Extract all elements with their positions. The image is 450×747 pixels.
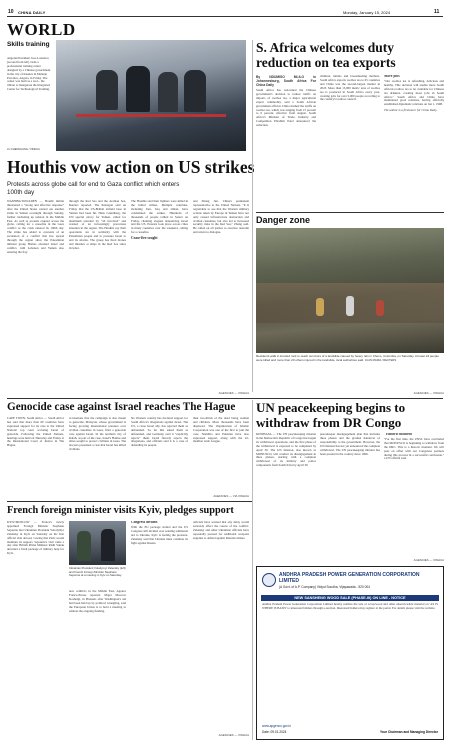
genocide-col3: No Western country has declared support for South Africa's allegations against Israel. The US, a close Israel ally, has rejected them as unfounded. So far this asked them as unfounded, and Germany said it "explicitly rejects" them. Israel fiercely rejects the allegations, and officials said it is a case of defending its people.	[131, 417, 188, 448]
ad-website: www.apgenco.gov.in	[262, 724, 291, 728]
ad-box	[256, 566, 444, 740]
skills-heading: Skills training	[7, 41, 50, 48]
genocide-col4: than two-thirds of the dead being women and children. More thousands have been displaced. The Organization of Islamic Cooperation was one of the first to join the case. Namibia and Pakistan have also expressed support, along with the 22-member Arab League.	[193, 417, 249, 444]
ukraine-col4: officials have warned that any delay would seriously affect the course of the conflict. Zelensky and other Ukrainian officials have repeatedly pressed for additional weapons supplies to defend against Russian strikes.	[193, 521, 249, 540]
ad-title: NEW SANSHENG WOOD SALE (PHASE-III) ON LINE - NOTICE	[261, 595, 439, 601]
houthi-col4: and Zhang Jun, China's permanent representative to the United Nations. "It is regrettable to see that the Western military actions taken by Europe in Yemen have not only caused infrastructure destruction and civilian casualties, but also led to increased security risks in the Red Sea," Zhang said. He called on all parties to exercise restraint and return to dialogue.	[193, 200, 249, 235]
danger-photo	[256, 228, 444, 353]
danger-agency: AGENCIES — XINHUA	[413, 391, 444, 395]
masthead-rule	[7, 16, 443, 17]
danger-credit: JUAN MARIA / REUTERS	[364, 358, 397, 362]
un-agency: AGENCIES — XINHUA	[413, 558, 444, 562]
ukraine-photo	[69, 521, 126, 565]
historic-subhead: "Historic moment"	[384, 433, 414, 436]
paper-name: CHINA DAILY	[18, 9, 46, 15]
ukraine-col2: new conflicts in the Middle East, Agence France-Presse reported. Major Moscow Koshelgi, in Brussels after Washington's aid had been held up by political wrangling, said the European Union is to hold a meeting to address the ongoing funding.	[69, 590, 126, 613]
skills-body: Angolan President Joao Lourenco (second from left) visits a professional training center designed by a Chinese government in the city of Kuanza in Malanje Province, Angola, in Friday. The center was built as a tool... the ribbon to inaugurate the Integrated Center for Technological Training.	[7, 56, 51, 92]
skills-photo	[56, 40, 246, 151]
ukraine-col1: KYIV/MOSCOW — France's newly appointed Foreign Minister Stephane Sejourne met Ukrainian President Volodymyr Zelensky in Kyiv on Saturday on his first official visit abroad, vowing that Paris would maintain its support. Sejourne's visit came a day after British Prime Minister Rishi Sunak unveiled a fresh package of military help for Kyiv.	[7, 521, 64, 556]
safrica-col1: By NDUMISO MLILO in Johannesburg, South Africa For China Daily South Africa has welcomed the Chinese government's decision to reduce tariffs on imports of rooibos tea, a major agricultural export commodity, said a South African government official. China slashed the tariffs on rooibos tea, which was ranging from 15 percent to 6 percent, effective from August. South Africa's Minister of Trade, Industry and Competition Ebrahim Patel announced the reduction.	[256, 75, 316, 128]
skills-credit: LU CHENGUANG / XINHUA	[7, 148, 40, 151]
section-title: WORLD	[7, 20, 76, 39]
ad-signer: Your Chairman and Managing Director	[379, 730, 438, 734]
ukraine-caption: Ukrainian President Volodymyr Zelensky (left) and French Foreign Minister Stephane Sejourne at a meeting in Kyiv on Saturday.	[69, 566, 126, 577]
safrica-byline: By NDUMISO MLILO in Johannesburg, South Africa For China Daily	[256, 75, 316, 87]
danger-caption: Residents walk in knotted rock to reach survivors of a landslide caused by heavy rain in Choco, Colombia, on Saturday. At least 24 people were killed and more than 20 others injured in the landslide, local authorities said. JUAN MARIA / REUTERS	[256, 354, 439, 362]
ceasefire-subhead: Cease-fire sought	[131, 236, 158, 241]
houthi-col3: The Houthis said their fighters were killed in the initial strikes. Multiple countries, including Iran, Iraq and Oman, have condemned the strikes. Hundreds of thousands of people rallied in Sana'a on Friday, chanting slogans denouncing Israel and the US. Protests took place across cities in many countries over the weekend, calling for a ceasefire. Cease-fire sought	[131, 200, 188, 241]
congress-subhead: Congress divided	[131, 521, 158, 524]
genocide-agency: AGENCIES — VIA XINHUA	[213, 494, 249, 498]
safrica-contributor: The author is a freelancer for China Daily.	[384, 108, 438, 113]
genocide-col1: CAPE TOWN, South Africa — South Africa has said that more than 60 countries have expressed support for its case at the United Nations' top court accusing Israel of genocide. Following the United Nations, hearings were held on Thursday and Friday at the International Court of Justice in The Hague.	[7, 417, 64, 448]
page-number-left: 10	[8, 9, 14, 15]
genocide-col2: accusations that the campaign is also meant to genocide. Malaysia, whose government is facing growing international pressure over civilian casualties in Gaza, filed a genocide case against Israel. In the northern city of Rafah, as part of the case, Israel's Hamas and allies sought to protect civilians in Gaza. The lawyers presented a case that Israel has killed civilians.	[69, 417, 126, 452]
un-col1: KINSHASA — The UN peacekeeping mission in the Democratic Republic of Congo has begun its withdrawal operations, and the first phase of the withdrawal is expected to be completed by April 30. The UN mission, also known as MONUSCO, will conduct its disengagement in three phases, starting with a complete withdrawal of its military and police components from South Kivu by April 30.	[256, 433, 316, 468]
ad-date: Date: 09.01.2024	[262, 730, 287, 734]
ukraine-col3: Congress divided With the EU package stalled and the US Congress still divided over sending additional aid to Ukraine, Kyiv is feeling the pressure. Zelensky said that Ukraine must continue its fight against Russia.	[131, 521, 188, 545]
un-col2: peacekeeper disengagement plan that includes three phases and the gradual handover of responsibility to the government. However, the UN mission has not yet announced the complete withdrawal. The UN peacekeeping mission has been present in the country since 1999.	[320, 433, 380, 456]
ukraine-agency: AGENCIES — XINHUA	[218, 733, 249, 737]
houthi-headline: Houthis vow action on US strikes	[7, 157, 255, 177]
ad-logo	[262, 573, 276, 587]
safrica-headline: S. Africa welcomes duty reduction on tea exports	[256, 40, 396, 70]
ad-sub: (A Govt. of A.P. Company) Vidyut Soudha, Vijayawada - 520 004	[279, 585, 370, 589]
page-number-right: 11	[434, 9, 440, 15]
ukraine-headline: French foreign minister visits Kyiv, pledges support	[7, 505, 234, 516]
danger-heading: Danger zone	[256, 215, 311, 225]
un-headline: UN peacekeeping begins to withdraw from DR Congo	[256, 400, 406, 430]
ad-body: Andhra Pradesh Power Generation Corporation Limited hereby notifies the sale of scrap/wood and other unserviceable material on 'AS IS WHERE IS BASIS' to interested bidders through e-auction. Interested bidders may register at the portal. For details please visit the website.	[262, 603, 438, 610]
safrica-col3: More jobs "Our rooibos tea is refreshing, delicious and healthy. This decision will enable more South African rooibos tea to be available for Chinese tea drinkers, creating more jobs in South Africa." South Africa and China have maintained good relations, having officially established diplomatic relations on Jan 1, 1998. The author is a freelancer for China Daily.	[384, 75, 444, 113]
genocide-headline: Genocide case against Israel reaches The Hague	[7, 401, 236, 413]
ad-org: ANDHRA PRADESH POWER GENERATION CORPORATION LIMITED	[279, 572, 420, 584]
houthi-subhead: Protests across globe call for end to Gaza conflict which enters 100th day	[7, 181, 180, 196]
houthi-col2: through the Red Sea and the Arabian Sea, Reuters reported. The Pentagon said on Friday that the US-British airfield base in Yemen had been hit. Hans Grundberg, the UN special envoy for Yemen, called for maximum restraint by "all involved" and warned of an increasingly precarious situation in the region. The Houthis say their operations are in solidarity with the Palestinian people and to pressure Israel to end its attacks. The group has fired drones and missiles at ships in the Red Sea since October.	[69, 200, 126, 250]
issue-date: Monday, January 15, 2024	[343, 9, 391, 15]
safrica-col2: children, infants and breastfeeding mothers. South Africa exports rooibos tea to 65 countries and China was the second-largest market in 2023. More than 15,000 metric tons of rooibos tea is produced in South Africa every year, creating jobs for over 5,000 people according to the country's rooibos council.	[320, 75, 380, 102]
houthi-agency: AGENCIES — XINHUA	[218, 391, 249, 395]
more-jobs-subhead: More jobs	[384, 75, 400, 78]
un-col3: "Historic moment" "For the first time, the UNSC have concluded that MONUSCO is beginning to withdraw from the DRC. This is a historic moment. We will pass on effort with our Congolese partners during this process in a successful conclusion," a UN official said.	[384, 433, 444, 461]
houthi-col1: WASHINGTON/ADEN — Houthi militia threatened a "strong and effective response" after the United States carried out another strike in Yemen overnight through Sunday, further ratcheting up tension in the Middle East. As well as protests erupted across the globe, calling for a ceasefire in the Gaza conflict as the crisis entered its 100th day. The strike has added to concerns of an escalation of a conflict that has spread through the region since the Palestinian militant group Hamas attacked Israel and conflict, with Lebanon and Yemen also entering the fray.	[7, 200, 64, 254]
